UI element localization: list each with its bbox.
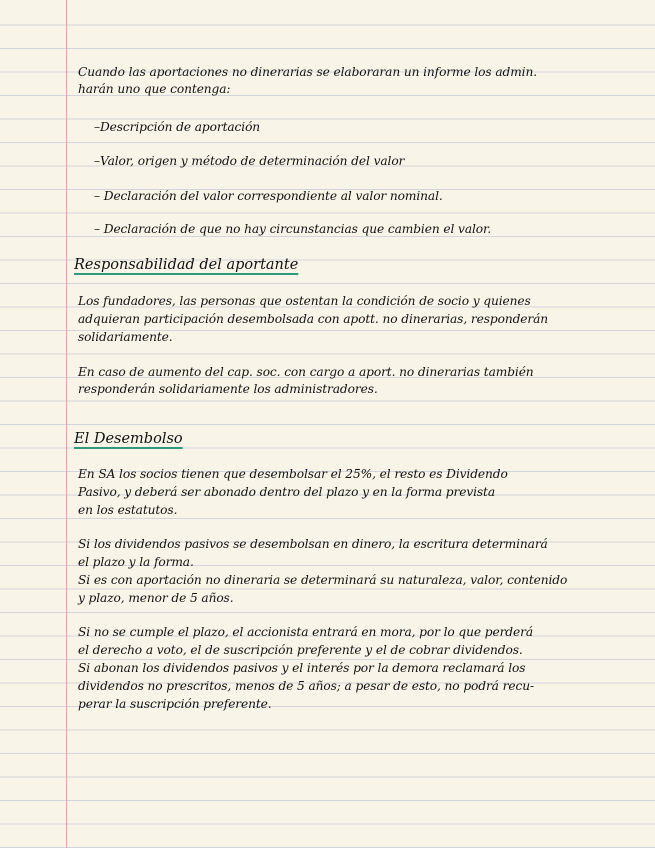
paragraph-line: Si abonan los dividendos pasivos y el interés por la demora reclamará los — [78, 661, 526, 675]
bullet-item: – Declaración de que no hay circunstancias que cambien el valor. — [94, 222, 492, 236]
intro-line: Cuando las aportaciones no dinerarias se elaboraran un informe los admin. — [78, 65, 537, 79]
margin-line — [66, 0, 67, 848]
paragraph-line: En caso de aumento del cap. soc. con cargo a aport. no dinerarias también — [78, 365, 534, 379]
bullet-item: – Declaración del valor correspondiente al valor nominal. — [94, 189, 443, 203]
paragraph-line: En SA los socios tienen que desembolsar el 25%, el resto es Dividendo — [78, 467, 508, 481]
paragraph-line: el derecho a voto, el de suscripción preferente y el de cobrar dividendos. — [78, 643, 523, 657]
section-heading: Responsabilidad del aportante — [74, 257, 299, 273]
paragraph-line: Si es con aportación no dineraria se determinará su naturaleza, valor, contenido — [78, 573, 568, 587]
paragraph-line: solidariamente. — [78, 330, 173, 344]
paragraph-line: Los fundadores, las personas que ostentan la condición de socio y quienes — [78, 294, 531, 308]
paragraph-line: Si los dividendos pasivos se desembolsan en dinero, la escritura determinará — [78, 537, 548, 551]
paragraph-line: dividendos no prescritos, menos de 5 años; a pesar de esto, no podrá recu- — [78, 679, 534, 693]
section-heading: El Desembolso — [74, 431, 183, 447]
paragraph-line: el plazo y la forma. — [78, 555, 194, 569]
paragraph-line: y plazo, menor de 5 años. — [78, 591, 234, 605]
paragraph-line: responderán solidariamente los administradores. — [78, 382, 378, 396]
paragraph-line: adquieran participación desembolsada con apott. no dinerarias, responderán — [78, 312, 549, 326]
intro-line: harán uno que contenga: — [78, 82, 231, 96]
paragraph-line: Si no se cumple el plazo, el accionista entrará en mora, por lo que perderá — [78, 625, 533, 639]
bullet-item: –Descripción de aportación — [94, 120, 261, 134]
bullet-item: –Valor, origen y método de determinación del valor — [94, 154, 405, 168]
paragraph-line: Pasivo, y deberá ser abonado dentro del plazo y en la forma prevista — [78, 485, 496, 499]
paragraph-line: en los estatutos. — [78, 503, 178, 517]
paragraph-line: perar la suscripción preferente. — [78, 697, 272, 711]
